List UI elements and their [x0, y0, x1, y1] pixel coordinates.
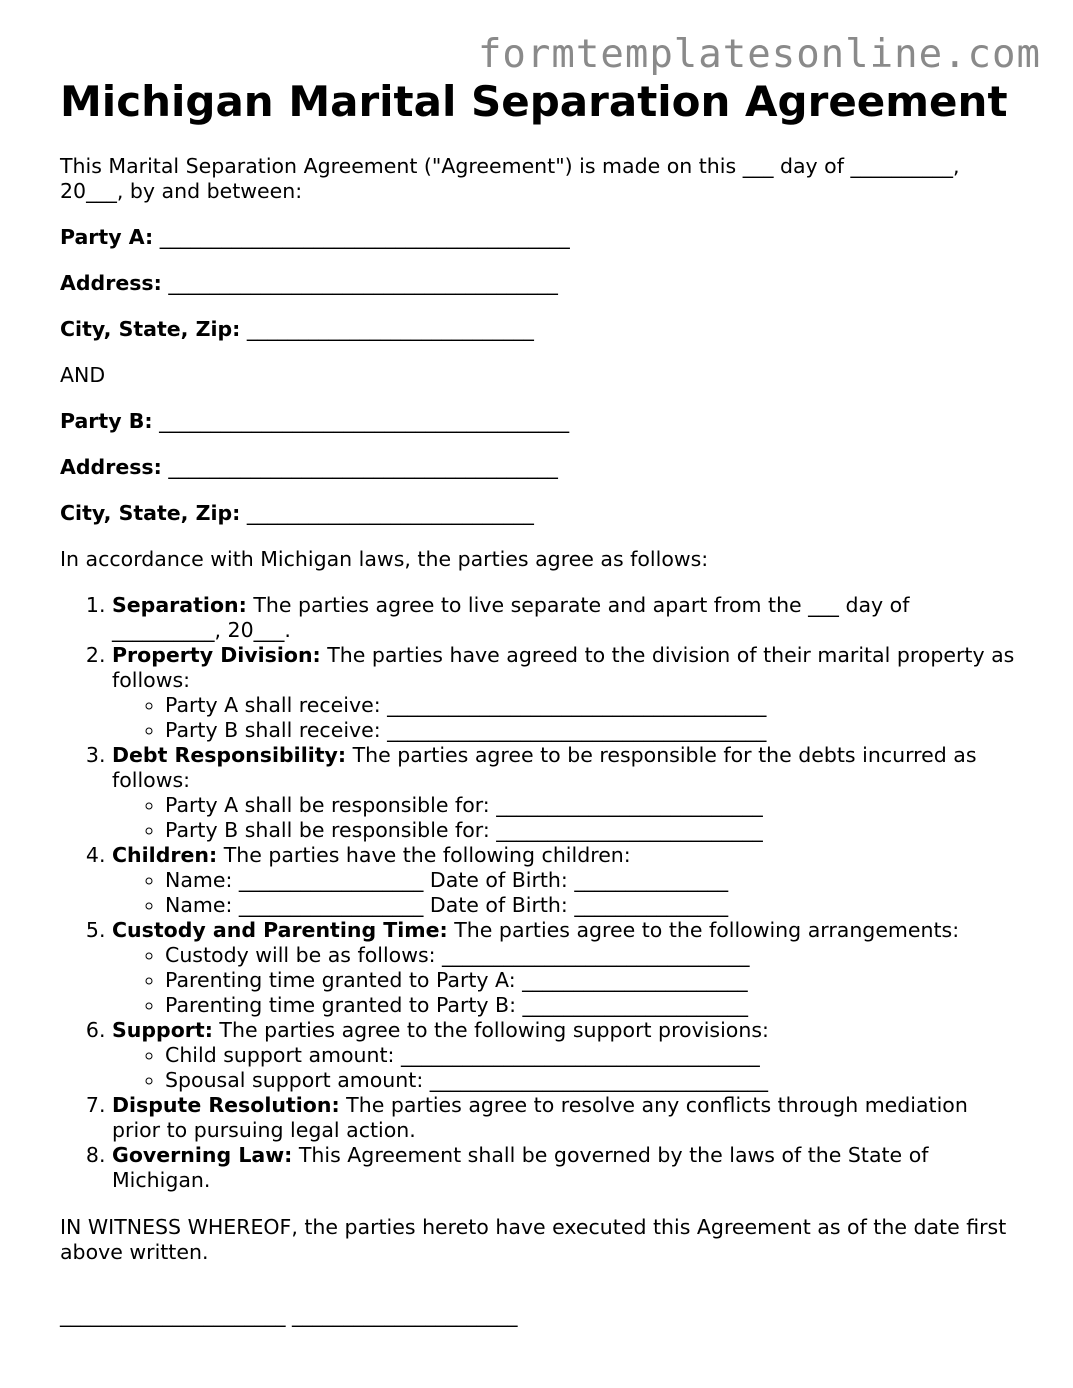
sub-item: ◦ Party A shall be responsible for: __________________________: [165, 793, 1020, 818]
blank-line: ________________________________________: [159, 409, 570, 433]
party-a-address-field: [60, 271, 1020, 296]
term-heading: Dispute Resolution:: [112, 1093, 340, 1117]
term-heading: Debt Responsibility:: [112, 743, 347, 767]
term-heading: Custody and Parenting Time:: [112, 918, 448, 942]
sub-item: ◦ Custody will be as follows: ______________________________: [165, 943, 1020, 968]
sub-list: [112, 868, 1020, 918]
term-heading: Governing Law:: [112, 1143, 293, 1167]
term-separation: [112, 593, 1020, 643]
sub-list: [112, 943, 1020, 1018]
sub-list: [112, 693, 1020, 743]
term-text: The parties agree to live separate and apart from the ___ day of __________, 20___.: [112, 593, 910, 642]
accordance-paragraph: In accordance with Michigan laws, the parties agree as follows:: [60, 547, 709, 571]
sub-item: ◦ Party B shall receive: _____________________________________: [165, 718, 1020, 743]
signature-lines: ______________________ ______________________: [60, 1303, 518, 1327]
blank-line: ________________________________________: [159, 225, 570, 249]
party-b-city-field: [60, 501, 1020, 526]
term-debt-responsibility: [112, 743, 1020, 843]
party-b-name-field: [60, 409, 1020, 434]
intro-paragraph: This Marital Separation Agreement ("Agreement") is made on this ___ day of __________, 20___, by and between:: [60, 154, 960, 203]
term-heading: Separation:: [112, 593, 247, 617]
term-support: [112, 1018, 1020, 1093]
witness-paragraph: IN WITNESS WHEREOF, the parties hereto have executed this Agreement as of the date first above written.: [60, 1215, 1007, 1264]
term-text: This Agreement shall be governed by the laws of the State of Michigan.: [112, 1143, 929, 1192]
term-text: The parties have agreed to the division of their marital property as follows:: [112, 643, 1015, 692]
watermark: formtemplatesonline.com: [477, 32, 1041, 77]
term-text: The parties agree to resolve any conflicts through mediation prior to pursuing legal action.: [112, 1093, 968, 1142]
term-text: The parties have the following children:: [217, 843, 631, 867]
and-separator: AND: [60, 363, 106, 387]
term-text: The parties agree to the following support provisions:: [212, 1018, 769, 1042]
terms-list: [60, 593, 1020, 1193]
blank-line: ______________________________________: [168, 271, 558, 295]
field-label: City, State, Zip:: [60, 501, 241, 525]
field-label: City, State, Zip:: [60, 317, 241, 341]
term-text: The parties agree to be responsible for the debts incurred as follows:: [112, 743, 977, 792]
document-page: [60, 76, 1020, 1328]
field-label: Address:: [60, 455, 162, 479]
party-a-city-field: [60, 317, 1020, 342]
document-title: Michigan Marital Separation Agreement: [60, 77, 1008, 126]
sub-list: [112, 1043, 1020, 1093]
blank-line: ____________________________: [246, 501, 534, 525]
sub-item: ◦ Party B shall be responsible for: __________________________: [165, 818, 1020, 843]
term-governing-law: [112, 1143, 1020, 1193]
field-label: Party A:: [60, 225, 154, 249]
sub-item: ◦ Name: __________________ Date of Birth: _______________: [165, 893, 1020, 918]
term-text: The parties agree to the following arrangements:: [447, 918, 960, 942]
blank-line: ____________________________: [246, 317, 534, 341]
sub-item: ◦ Parenting time granted to Party B: ______________________: [165, 993, 1020, 1018]
sub-item: ◦ Parenting time granted to Party A: ______________________: [165, 968, 1020, 993]
sub-item: ◦ Spousal support amount: _________________________________: [165, 1068, 1020, 1093]
term-custody: [112, 918, 1020, 1018]
term-property-division: [112, 643, 1020, 743]
term-heading: Support:: [112, 1018, 213, 1042]
party-b-address-field: [60, 455, 1020, 480]
blank-line: ______________________________________: [168, 455, 558, 479]
term-heading: Property Division:: [112, 643, 321, 667]
field-label: Party B:: [60, 409, 153, 433]
term-heading: Children:: [112, 843, 218, 867]
sub-item: ◦ Name: __________________ Date of Birth: _______________: [165, 868, 1020, 893]
party-a-name-field: [60, 225, 1020, 250]
term-dispute-resolution: [112, 1093, 1020, 1143]
term-children: [112, 843, 1020, 918]
sub-item: ◦ Child support amount: ___________________________________: [165, 1043, 1020, 1068]
sub-list: [112, 793, 1020, 843]
sub-item: ◦ Party A shall receive: _____________________________________: [165, 693, 1020, 718]
field-label: Address:: [60, 271, 162, 295]
